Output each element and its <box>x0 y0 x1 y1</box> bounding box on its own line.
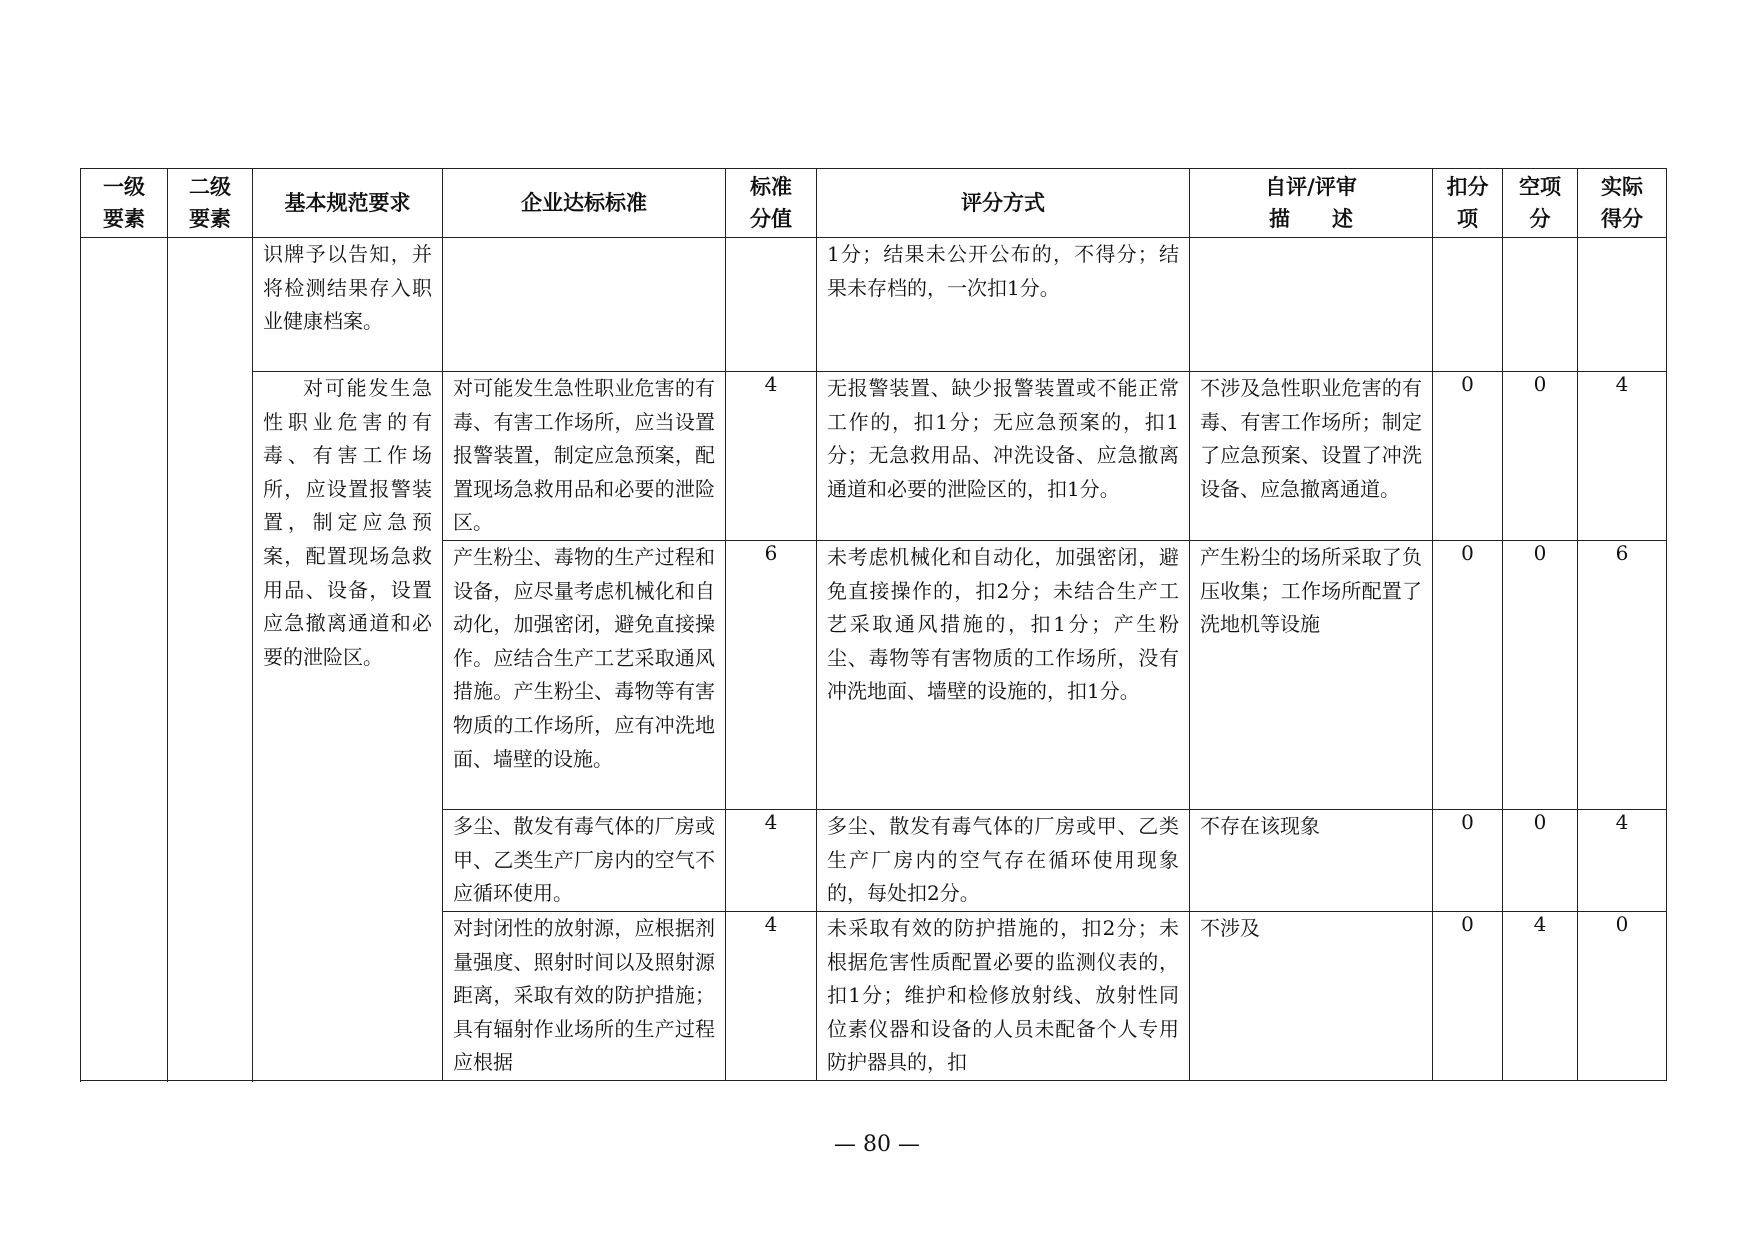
header-level2-line1: 二级 <box>189 175 231 199</box>
actual-score-cell <box>1578 912 1667 1081</box>
deduction-value: 0 <box>1461 810 1474 834</box>
header-actual-score-line2: 得分 <box>1601 207 1643 231</box>
header-deduction-line2: 项 <box>1457 207 1478 231</box>
empty-item-value: 0 <box>1533 541 1547 565</box>
actual-score-cell <box>1578 238 1667 372</box>
self-evaluation-cell <box>1190 912 1433 1081</box>
standard-score-cell <box>726 372 817 541</box>
header-scoring-method: 评分方式 <box>817 169 1190 238</box>
header-level1-line2: 要素 <box>103 207 145 231</box>
table-row <box>81 238 1667 372</box>
scoring-method-cell <box>817 541 1190 810</box>
standard-score-value: 6 <box>764 541 778 565</box>
enterprise-standard-cell <box>443 238 726 372</box>
actual-score-cell <box>1578 541 1667 810</box>
standard-score-value: 4 <box>764 810 778 834</box>
scoring-method-text: 1分；结果未公开公布的，不得分；结果未存档的，一次扣1分。 <box>827 242 1179 300</box>
actual-score-value: 6 <box>1615 541 1629 565</box>
header-level2-line2: 要素 <box>189 207 231 231</box>
merged-basic-requirement-cell <box>253 372 443 1081</box>
header-self-evaluation <box>1190 169 1433 238</box>
header-deduction-line1: 扣分 <box>1446 175 1489 199</box>
self-evaluation-text: 产生粉尘的场所采取了负压收集；工作场所配置了洗地机等设施 <box>1200 545 1422 637</box>
basic-requirement-text: 识牌予以告知，并将检测结果存入职业健康档案。 <box>263 242 432 334</box>
scoring-method-cell <box>817 810 1190 912</box>
header-level2 <box>168 169 253 238</box>
header-empty-item-line2: 分 <box>1529 207 1551 231</box>
deduction-cell <box>1433 810 1503 912</box>
actual-score-cell <box>1578 810 1667 912</box>
empty-item-value: 4 <box>1533 912 1547 936</box>
standard-score-cell <box>726 810 817 912</box>
empty-item-cell <box>1503 238 1578 372</box>
header-basic-requirement: 基本规范要求 <box>253 169 443 238</box>
empty-item-cell <box>1503 372 1578 541</box>
scoring-method-cell <box>817 912 1190 1081</box>
enterprise-standard-cell <box>443 372 726 541</box>
deduction-cell <box>1433 541 1503 810</box>
enterprise-standard-text: 对可能发生急性职业危害的有毒、有害工作场所，应当设置报警装置，制定应急预案，配置现场急救用品和必要的泄险区。 <box>453 376 715 535</box>
level1-cell <box>81 238 168 1081</box>
actual-score-value: 4 <box>1615 810 1629 834</box>
header-self-evaluation-line1: 自评/评审 <box>1265 175 1357 199</box>
deduction-cell <box>1433 912 1503 1081</box>
empty-item-value: 0 <box>1533 810 1547 834</box>
deduction-value: 0 <box>1461 372 1474 396</box>
standard-score-value: 4 <box>764 372 778 396</box>
deduction-value: 0 <box>1461 912 1474 936</box>
standard-score-value: 4 <box>764 912 778 936</box>
scoring-table <box>80 168 1667 1081</box>
header-deduction <box>1433 169 1503 238</box>
self-evaluation-cell <box>1190 238 1433 372</box>
deduction-cell <box>1433 238 1503 372</box>
header-empty-item <box>1503 169 1578 238</box>
header-actual-score-line1: 实际 <box>1601 175 1643 199</box>
actual-score-value: 0 <box>1615 912 1629 936</box>
empty-item-cell <box>1503 541 1578 810</box>
header-standard-score-line1: 标准 <box>750 175 792 199</box>
header-empty-item-line1: 空项 <box>1519 175 1561 199</box>
actual-score-cell <box>1578 372 1667 541</box>
standard-score-cell <box>726 541 817 810</box>
enterprise-standard-text: 产生粉尘、毒物的生产过程和设备，应尽量考虑机械化和自动化，加强密闭，避免直接操作。应结合生产工艺采取通风措施。产生粉尘、毒物等有害物质的工作场所，应有冲洗地面、墙壁的设施。 <box>453 545 715 771</box>
enterprise-standard-cell <box>443 810 726 912</box>
scoring-method-text: 多尘、散发有毒气体的厂房或甲、乙类生产厂房内的空气存在循环使用现象的，每处扣2分。 <box>827 814 1179 906</box>
header-enterprise-standard: 企业达标标准 <box>443 169 726 238</box>
header-level1-line1: 一级 <box>103 175 145 199</box>
empty-item-cell <box>1503 912 1578 1081</box>
enterprise-standard-cell <box>443 541 726 810</box>
header-standard-score <box>726 169 817 238</box>
header-actual-score <box>1578 169 1667 238</box>
scoring-method-text: 未考虑机械化和自动化，加强密闭，避免直接操作的，扣2分；未结合生产工艺采取通风措施的，扣1分；产生粉尘、毒物等有害物质的工作场所，没有冲洗地面、墙壁的设施的，扣1分。 <box>827 545 1179 704</box>
level2-cell <box>168 238 253 1081</box>
self-evaluation-text: 不涉及 <box>1200 916 1260 940</box>
scoring-method-text: 无报警装置、缺少报警装置或不能正常工作的，扣1分；无应急预案的，扣1分；无急救用品、冲洗设备、应急撤离通道和必要的泄险区的，扣1分。 <box>827 376 1179 501</box>
enterprise-standard-text: 对封闭性的放射源，应根据剂量强度、照射时间以及照射源距离，采取有效的防护措施；具有辐射作业场所的生产过程应根据 <box>453 916 715 1075</box>
actual-score-value: 4 <box>1615 372 1629 396</box>
deduction-value: 0 <box>1461 541 1474 565</box>
self-evaluation-cell <box>1190 372 1433 541</box>
self-evaluation-text: 不涉及急性职业危害的有毒、有害工作场所；制定了应急预案、设置了冲洗设备、应急撤离通道。 <box>1200 376 1422 501</box>
header-standard-score-line2: 分值 <box>750 207 792 231</box>
self-evaluation-text: 不存在该现象 <box>1200 814 1320 838</box>
standard-score-cell <box>726 912 817 1081</box>
enterprise-standard-cell <box>443 912 726 1081</box>
empty-item-cell <box>1503 810 1578 912</box>
empty-item-value: 0 <box>1533 372 1547 396</box>
self-evaluation-cell <box>1190 810 1433 912</box>
standard-score-cell <box>726 238 817 372</box>
enterprise-standard-text: 多尘、散发有毒气体的厂房或甲、乙类生产厂房内的空气不应循环使用。 <box>453 814 715 906</box>
table-row <box>81 372 1667 541</box>
merged-basic-requirement-text: 对可能发生急性职业危害的有毒、有害工作场所，应设置报警装置，制定应急预案，配置现场急救用品、设备，设置应急撤离通道和必要的泄险区。 <box>263 376 432 669</box>
header-row <box>81 169 1667 238</box>
self-evaluation-cell <box>1190 541 1433 810</box>
deduction-cell <box>1433 372 1503 541</box>
scoring-method-text: 未采取有效的防护措施的，扣2分；未根据危害性质配置必要的监测仪表的，扣1分；维护和检修放射线、放射性同位素仪器和设备的人员未配备个人专用防护器具的，扣 <box>827 916 1179 1075</box>
header-level1 <box>81 169 168 238</box>
scoring-method-cell <box>817 238 1190 372</box>
page-number: — 80 — <box>834 1132 920 1157</box>
header-self-evaluation-line2: 描 述 <box>1269 207 1353 231</box>
scoring-method-cell <box>817 372 1190 541</box>
basic-requirement-cell <box>253 238 443 372</box>
